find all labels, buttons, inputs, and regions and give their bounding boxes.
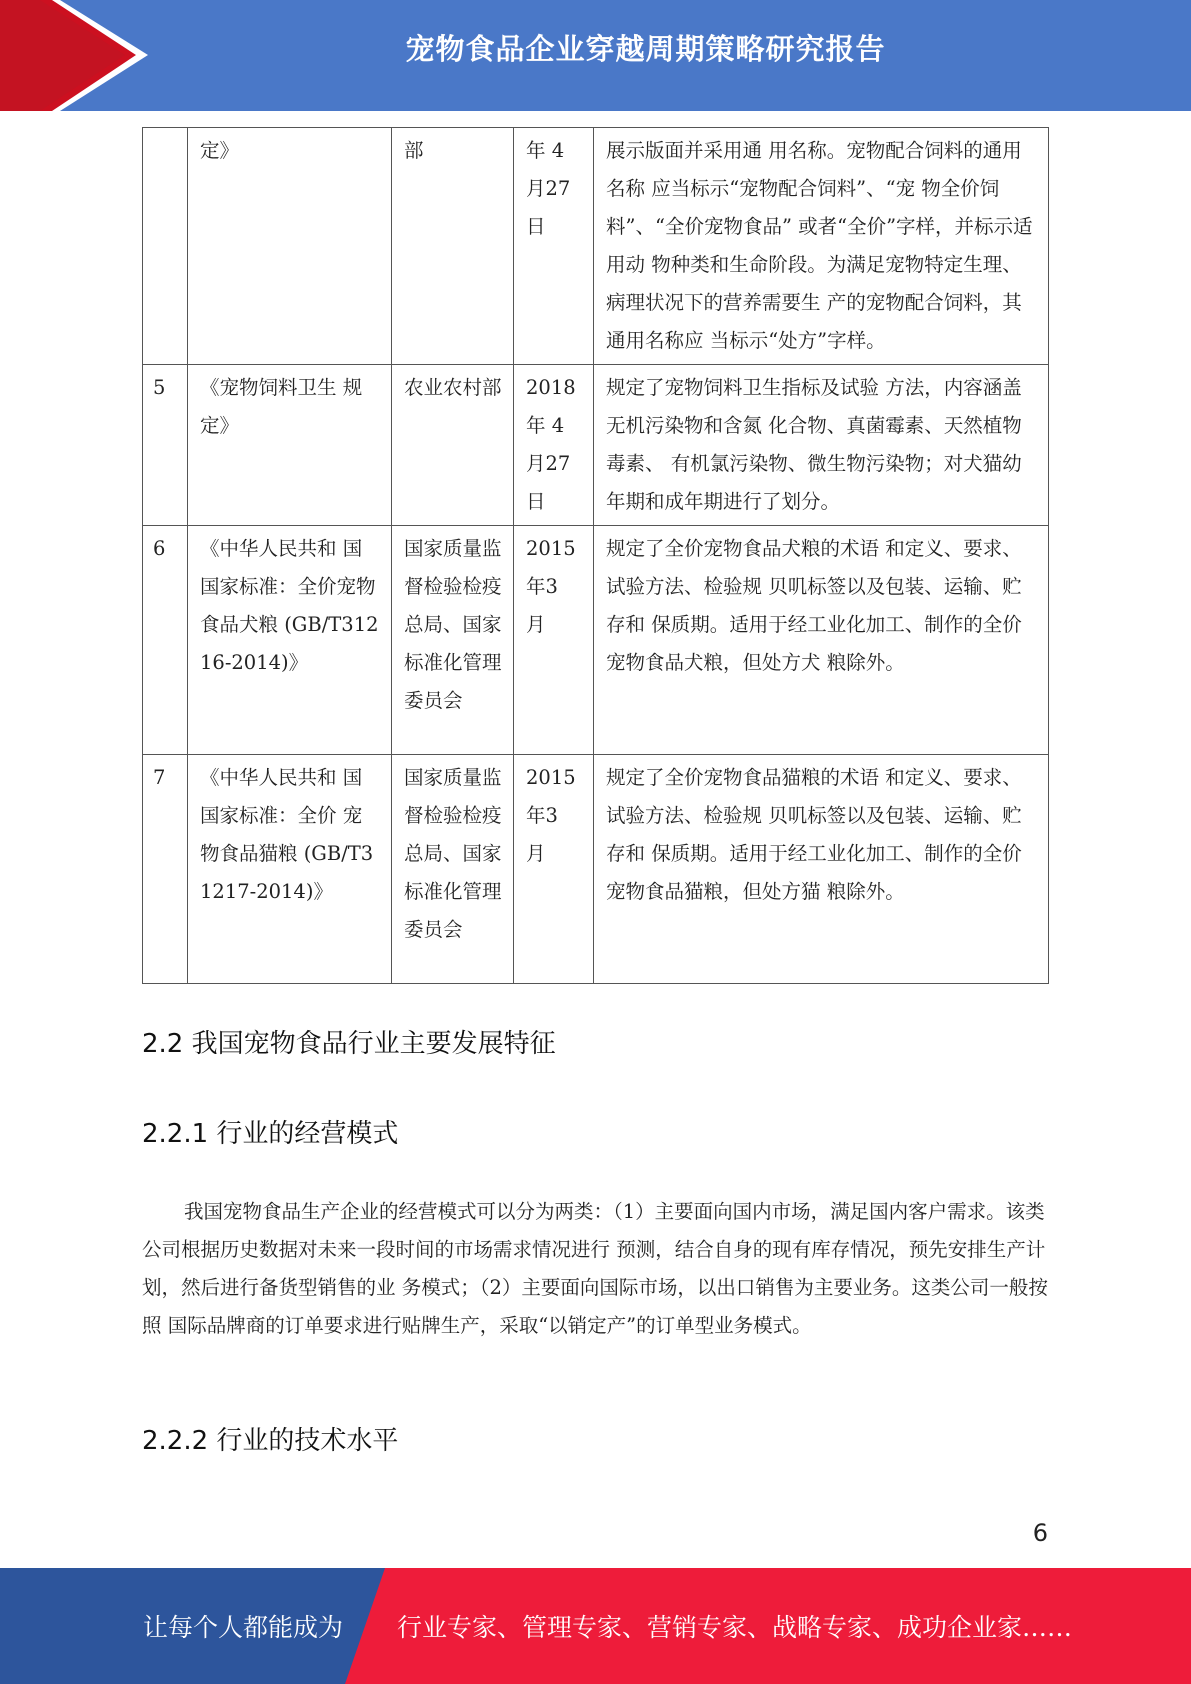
issuing-authority: 国家质量监 督检验检疫 总局、国家标准化管理 委员会: [392, 526, 514, 755]
regulation-content: 展示版面并采用通 用名称。宠物配合饲料的通用名称 应当标示“宠物配合饲料”、“宠 物全价饲料”、“全价宠物食品” 或者“全价”字样，并标示适用动 物种类和生命阶段。为满足宠物特定生理、病理状况下的营养需要生 产的宠物配合饲料，其通用名称应 当标示“处方”字样。: [594, 128, 1049, 365]
table-row: [143, 365, 1049, 526]
footer-slogan-left: 让每个人都能成为: [143, 1613, 344, 1642]
business-model-paragraph: 我国宠物食品生产企业的经营模式可以分为两类：（1）主要面向国内市场，满足国内客户需求。该类公司根据历史数据对未来一段时间的市场需求情况进行 预测，结合自身的现有库存情况，预先安排生产计划，然后进行备货型销售的业 务模式；（2）主要面向国际市场，以出口销售为主要业务。这类公司一般按照 国际品牌商的订单要求进行贴牌生产，采取“以销定产”的订单型业务模式。: [142, 1200, 1048, 1337]
report-title: 宠物食品企业穿越周期策略研究报告: [405, 32, 886, 66]
row-number: [143, 128, 188, 365]
page-number: 6: [1032, 1519, 1048, 1547]
issue-date: 年 4 月27 日: [514, 128, 594, 365]
issuing-authority: 国家质量监 督检验检疫 总局、国家标准化管理 委员会: [392, 755, 514, 984]
subsection-heading-technology-level: 2.2.2 行业的技术水平: [142, 1426, 399, 1456]
footer-slogan-right: 行业专家、管理专家、营销专家、战略专家、成功企业家……: [397, 1613, 1073, 1642]
row-number: 5: [143, 365, 188, 526]
table-row: [143, 128, 1049, 365]
section-heading: 2.2 我国宠物食品行业主要发展特征: [142, 1029, 556, 1059]
page-header: [0, 0, 1191, 111]
table-row: [143, 755, 1049, 984]
regulation-name: 《中华人民共和 国国家标准：全价 宠物食品猫粮 (GB/T31217-2014)》: [188, 755, 392, 984]
issue-date: 2015 年3 月: [514, 755, 594, 984]
issuing-authority: 农业农村部: [392, 365, 514, 526]
issuing-authority: 部: [392, 128, 514, 365]
regulation-name: 《宠物饲料卫生 规定》: [188, 365, 392, 526]
regulation-name: 定》: [188, 128, 392, 365]
table-row: [143, 526, 1049, 755]
issue-date: 2015 年3 月: [514, 526, 594, 755]
issue-date: 2018 年 4 月27 日: [514, 365, 594, 526]
regulation-content: 规定了全价宠物食品犬粮的术语 和定义、要求、试验方法、检验规 贝叽标签以及包装、运输、贮存和 保质期。适用于经工业化加工、制作的全价宠物食品犬粮，但处方犬 粮除外。: [594, 526, 1049, 755]
regulation-content: 规定了全价宠物食品猫粮的术语 和定义、要求、试验方法、检验规 贝叽标签以及包装、运输、贮存和 保质期。适用于经工业化加工、制作的全价宠物食品猫粮，但处方猫 粮除外。: [594, 755, 1049, 984]
regulation-content: 规定了宠物饲料卫生指标及试验 方法，内容涵盖无机污染物和含氮 化合物、真菌霉素、天然植物毒素、 有机氯污染物、微生物污染物；对犬猫幼年期和成年期进行了划分。: [594, 365, 1049, 526]
regulations-table: [142, 127, 1049, 984]
row-number: 7: [143, 755, 188, 984]
page-footer: [0, 1568, 1191, 1684]
row-number: 6: [143, 526, 188, 755]
subsection-heading-business-model: 2.2.1 行业的经营模式: [142, 1119, 399, 1149]
regulation-name: 《中华人民共和 国国家标准：全价宠物食品犬粮 (GB/T31216-2014)》: [188, 526, 392, 755]
